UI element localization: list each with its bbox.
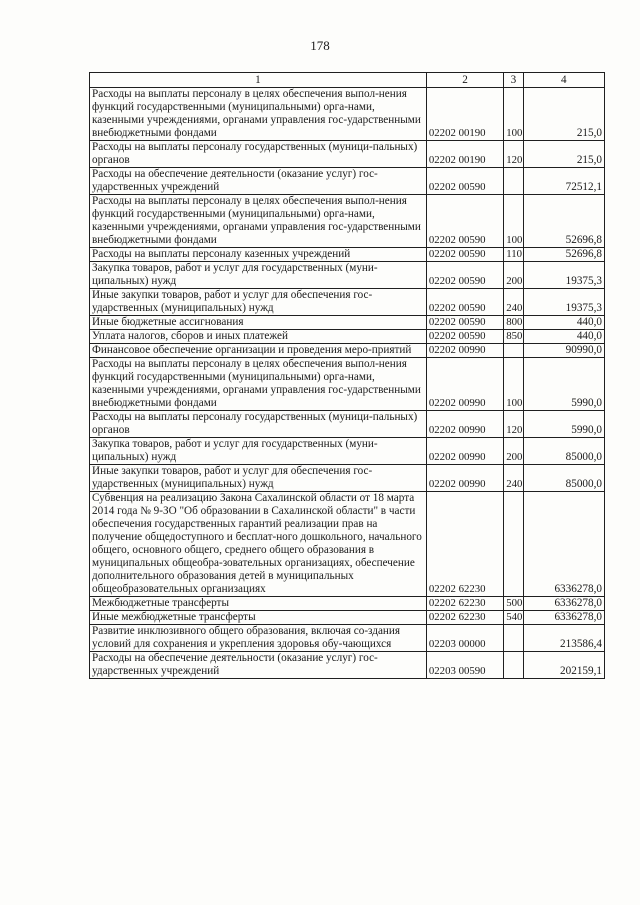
- row-name: Уплата налогов, сборов и иных платежей: [90, 330, 427, 344]
- row-amount: 5990,0: [523, 411, 604, 438]
- table-row: [90, 141, 605, 168]
- table-row: [90, 438, 605, 465]
- row-code: 02202 00990: [426, 465, 503, 492]
- budget-table: [89, 72, 605, 679]
- table-row: [90, 492, 605, 597]
- row-amount: 6336278,0: [523, 492, 604, 597]
- row-name: Расходы на выплаты персоналу в целях обеспечения выпол-нения функций государственными (муниципальными) орга-нами, казенными учреждениями, органами управления гос-ударственными внебюджетными фондами: [90, 195, 427, 248]
- header-col-2: 2: [426, 73, 503, 88]
- header-col-1: 1: [90, 73, 427, 88]
- row-code: 02202 62230: [426, 611, 503, 625]
- row-expense-type: 100: [504, 358, 523, 411]
- row-amount: 215,0: [523, 141, 604, 168]
- row-name: Развитие инклюзивного общего образования, включая со-здания условий для сохранения и укрепления здоровья обу-чающихся: [90, 625, 427, 652]
- row-name: Закупка товаров, работ и услуг для государственных (муни-ципальных) нужд: [90, 438, 427, 465]
- row-amount: 213586,4: [523, 625, 604, 652]
- row-expense-type: 110: [504, 248, 523, 262]
- row-amount: 5990,0: [523, 358, 604, 411]
- row-amount: 72512,1: [523, 168, 604, 195]
- header-col-3: 3: [504, 73, 523, 88]
- row-expense-type: 200: [504, 262, 523, 289]
- row-amount: 90990,0: [523, 344, 604, 358]
- row-name: Иные бюджетные ассигнования: [90, 316, 427, 330]
- row-code: 02202 00990: [426, 438, 503, 465]
- row-name: Расходы на выплаты персоналу в целях обеспечения выпол-нения функций государственными (муниципальными) орга-нами, казенными учреждениями, органами управления гос-ударственными внебюджетными фондами: [90, 358, 427, 411]
- row-expense-type: 540: [504, 611, 523, 625]
- row-amount: 202159,1: [523, 652, 604, 679]
- row-amount: 85000,0: [523, 438, 604, 465]
- row-code: 02202 00990: [426, 358, 503, 411]
- row-expense-type: [504, 652, 523, 679]
- row-code: 02202 00990: [426, 344, 503, 358]
- row-amount: 85000,0: [523, 465, 604, 492]
- table-row: [90, 168, 605, 195]
- row-code: 02202 00990: [426, 411, 503, 438]
- table-row: [90, 344, 605, 358]
- row-expense-type: 240: [504, 289, 523, 316]
- row-amount: 52696,8: [523, 248, 604, 262]
- row-code: 02202 00590: [426, 289, 503, 316]
- row-code: 02202 00590: [426, 195, 503, 248]
- row-code: 02202 62230: [426, 492, 503, 597]
- row-name: Субвенция на реализацию Закона Сахалинской области от 18 марта 2014 года № 9-ЗО "Об образовании в Сахалинской области" в части обеспечения государственных гарантий реализации прав на получение общедоступного и бесплат-ного дошкольного, начального общего, основного общего, среднего общего образования в муниципальных общеобра-зовательных организациях, обеспечение дополнительного образования детей в муниципальных общеобразовательных организациях: [90, 492, 427, 597]
- row-code: 02202 00590: [426, 262, 503, 289]
- row-amount: 215,0: [523, 88, 604, 141]
- row-name: Закупка товаров, работ и услуг для государственных (муни-ципальных) нужд: [90, 262, 427, 289]
- page-number: 178: [310, 38, 330, 53]
- row-amount: 6336278,0: [523, 597, 604, 611]
- row-expense-type: 800: [504, 316, 523, 330]
- row-code: 02203 00000: [426, 625, 503, 652]
- row-name: Расходы на выплаты персоналу казенных учреждений: [90, 248, 427, 262]
- row-amount: 440,0: [523, 316, 604, 330]
- row-name: Иные закупки товаров, работ и услуг для обеспечения гос-ударственных (муниципальных) нужд: [90, 289, 427, 316]
- table-row: [90, 625, 605, 652]
- row-expense-type: 120: [504, 141, 523, 168]
- row-expense-type: [504, 625, 523, 652]
- row-expense-type: 850: [504, 330, 523, 344]
- header-col-4: 4: [523, 73, 604, 88]
- row-expense-type: [504, 492, 523, 597]
- row-expense-type: 500: [504, 597, 523, 611]
- row-amount: 19375,3: [523, 289, 604, 316]
- table-header-row: [90, 73, 605, 88]
- table-row: [90, 597, 605, 611]
- row-amount: 19375,3: [523, 262, 604, 289]
- row-name: Расходы на выплаты персоналу в целях обеспечения выпол-нения функций государственными (муниципальными) орга-нами, казенными учреждениями, органами управления гос-ударственными внебюджетными фондами: [90, 88, 427, 141]
- table-row: [90, 330, 605, 344]
- row-name: Иные закупки товаров, работ и услуг для обеспечения гос-ударственных (муниципальных) нужд: [90, 465, 427, 492]
- row-name: Межбюджетные трансферты: [90, 597, 427, 611]
- row-expense-type: 100: [504, 195, 523, 248]
- table-row: [90, 195, 605, 248]
- row-code: 02202 00590: [426, 168, 503, 195]
- table-row: [90, 248, 605, 262]
- row-code: 02202 00590: [426, 248, 503, 262]
- table-row: [90, 289, 605, 316]
- row-expense-type: 100: [504, 88, 523, 141]
- row-expense-type: 120: [504, 411, 523, 438]
- row-name: Расходы на выплаты персоналу государственных (муници-пальных) органов: [90, 411, 427, 438]
- table-row: [90, 611, 605, 625]
- table-row: [90, 316, 605, 330]
- row-name: Расходы на обеспечение деятельности (оказание услуг) гос-ударственных учреждений: [90, 168, 427, 195]
- table-body: [90, 88, 605, 679]
- row-code: 02202 00590: [426, 316, 503, 330]
- row-expense-type: [504, 344, 523, 358]
- table-row: [90, 358, 605, 411]
- row-code: 02202 00190: [426, 88, 503, 141]
- row-expense-type: 240: [504, 465, 523, 492]
- table-row: [90, 262, 605, 289]
- row-expense-type: [504, 168, 523, 195]
- row-expense-type: 200: [504, 438, 523, 465]
- row-code: 02202 00590: [426, 330, 503, 344]
- row-amount: 6336278,0: [523, 611, 604, 625]
- row-name: Иные межбюджетные трансферты: [90, 611, 427, 625]
- table-row: [90, 411, 605, 438]
- row-code: 02202 62230: [426, 597, 503, 611]
- row-name: Расходы на обеспечение деятельности (оказание услуг) гос-ударственных учреждений: [90, 652, 427, 679]
- row-name: Расходы на выплаты персоналу государственных (муници-пальных) органов: [90, 141, 427, 168]
- row-amount: 440,0: [523, 330, 604, 344]
- table-row: [90, 465, 605, 492]
- row-name: Финансовое обеспечение организации и проведения меро-приятий: [90, 344, 427, 358]
- table-row: [90, 652, 605, 679]
- row-code: 02202 00190: [426, 141, 503, 168]
- row-code: 02203 00590: [426, 652, 503, 679]
- row-amount: 52696,8: [523, 195, 604, 248]
- table-row: [90, 88, 605, 141]
